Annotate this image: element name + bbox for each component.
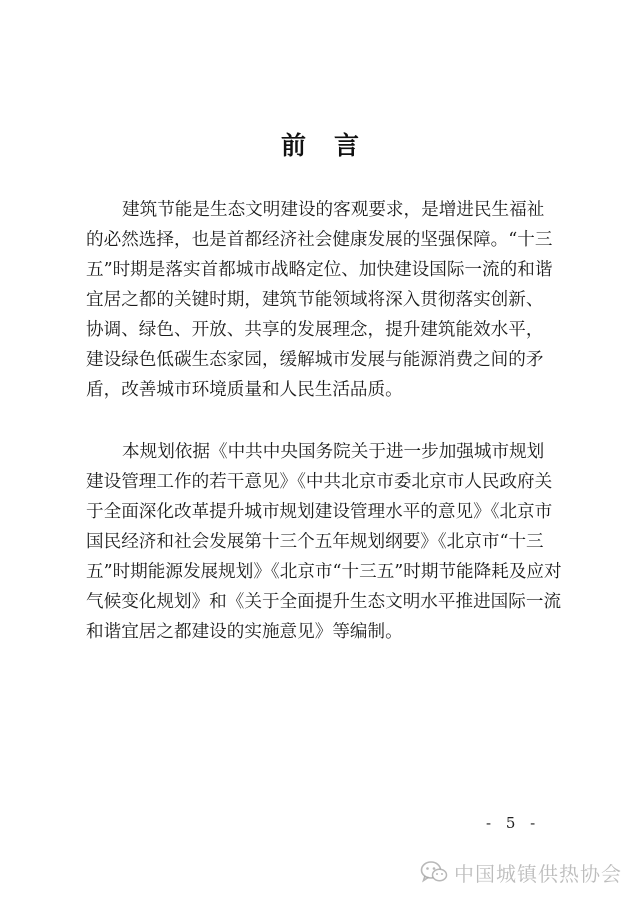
paragraph-line: 盾，改善城市环境质量和人民生活品质。 <box>86 380 403 400</box>
paragraph-line: 五”时期能源发展规划》《北京市“十三五”时期节能降耗及应对 <box>86 562 562 582</box>
paragraph-line: 建筑节能是生态文明建设的客观要求，是增进民生福祉 <box>122 200 545 220</box>
paragraph-line: 于全面深化改革提升城市规划建设管理水平的意见》《北京市 <box>86 502 553 522</box>
page-title: 前言 <box>280 131 387 160</box>
paragraph-line: 本规划依据《中共中央国务院关于进一步加强城市规划 <box>122 442 545 462</box>
paragraph-line: 国民经济和社会发展第十三个五年规划纲要》《北京市“十三 <box>86 532 544 552</box>
paragraph-line: 的必然选择，也是首都经济社会健康发展的坚强保障。“十三 <box>86 230 553 250</box>
paragraph-line: 建设绿色低碳生态家园，缓解城市发展与能源消费之间的矛 <box>86 350 544 370</box>
watermark-text: 中国城镇供热协会 <box>454 861 622 886</box>
paragraph-line: 气候变化规划》和《关于全面提升生态文明水平推进国际一流 <box>86 592 562 612</box>
watermark <box>420 857 622 887</box>
paragraph-line: 协调、绿色、开放、共享的发展理念，提升建筑能效水平， <box>86 320 544 340</box>
paragraph-line: 和谐宜居之都建设的实施意见》等编制。 <box>86 622 403 642</box>
paragraph-line: 宜居之都的关键时期，建筑节能领域将深入贯彻落实创新、 <box>86 290 544 310</box>
paragraph-1 <box>86 195 558 405</box>
paragraph-line: 建设管理工作的若干意见》《中共北京市委北京市人民政府关 <box>86 472 553 492</box>
wechat-icon <box>420 860 448 884</box>
paragraph-2 <box>86 437 562 647</box>
paragraph-line: 五”时期是落实首都城市战略定位、加快建设国际一流的和谐 <box>86 260 553 280</box>
page-number: - 5 - <box>486 814 541 832</box>
